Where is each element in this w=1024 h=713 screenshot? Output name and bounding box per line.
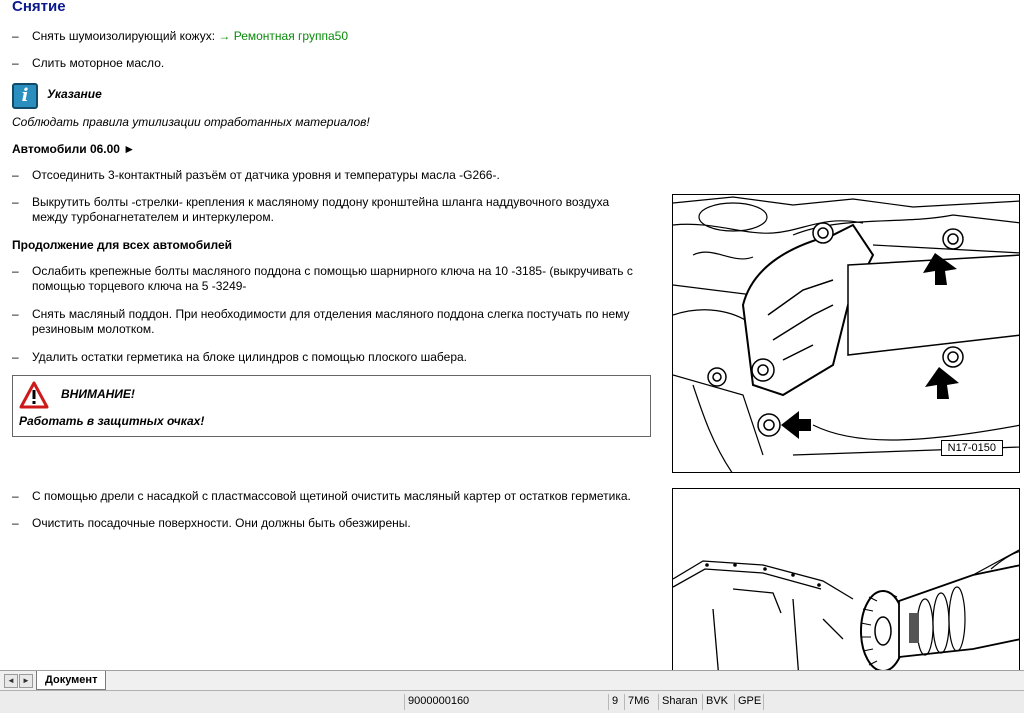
section-title: Снятие — [12, 0, 66, 15]
step-item — [12, 195, 652, 227]
step-text-line: Ослабить крепежные болты масляного поддона с помощью шарнирного ключа на 10 -3185- (выкручивать с — [32, 264, 633, 278]
drill-drawing — [673, 489, 1020, 670]
step-text-line: резиновым молотком. — [32, 322, 155, 336]
status-bar — [0, 690, 1024, 713]
step-item — [12, 489, 672, 505]
step-dash: – — [12, 350, 19, 364]
status-field-4: BVK — [702, 694, 734, 710]
warning-text: Работать в защитных очках! — [19, 414, 205, 428]
note-text: Соблюдать правила утилизации отработанных материалов! — [12, 115, 370, 129]
step-dash: – — [12, 307, 19, 321]
warning-title: ВНИМАНИЕ! — [61, 387, 135, 401]
cars-heading: Автомобили 06.00 ► — [12, 142, 136, 156]
status-field-2: 7M6 — [624, 694, 658, 710]
step-item — [12, 264, 662, 296]
figure-label: N17-0150 — [941, 440, 1003, 456]
status-field-1: 9 — [608, 694, 624, 710]
step-text: Слить моторное масло. — [32, 56, 165, 70]
step-text-line: помощью торцевого ключа на 5 -3249- — [32, 279, 247, 293]
tab-document[interactable]: Документ — [36, 671, 106, 690]
warning-icon — [19, 381, 49, 409]
status-field-5: GPE — [734, 694, 764, 710]
status-doc-number: 9000000160 — [404, 694, 472, 710]
tab-next-button[interactable]: ► — [19, 674, 33, 688]
step-text: Очистить посадочные поверхности. Они должны быть обезжирены. — [32, 516, 411, 530]
note-title: Указание — [47, 87, 102, 101]
continue-heading: Продолжение для всех автомобилей — [12, 238, 233, 252]
step-dash: – — [12, 168, 19, 182]
step-item — [12, 350, 662, 366]
step-dash: – — [12, 56, 19, 70]
step-item — [12, 168, 652, 184]
tab-strip — [0, 670, 1024, 690]
tab-prev-button[interactable]: ◄ — [4, 674, 18, 688]
step-dash: – — [12, 264, 19, 278]
step-text: Удалить остатки герметика на блоке цилиндров с помощью плоского шабера. — [32, 350, 467, 364]
step-dash: – — [12, 516, 19, 530]
step-text-line: Выкрутить болты -стрелки- крепления к масляному поддону кронштейна шланга наддувочного воздуха — [32, 195, 610, 209]
step-item — [12, 307, 662, 339]
step-text-line: Снять масляный поддон. При необходимости для отделения масляного поддона слегка постучать по нему — [32, 307, 630, 321]
step-item — [12, 29, 512, 45]
step-dash: – — [12, 29, 19, 43]
figure-drill-cleaning — [672, 488, 1020, 670]
info-icon: i — [12, 83, 38, 109]
figure-oil-pan-bracket — [672, 194, 1020, 473]
step-item — [12, 56, 512, 72]
repair-group-link[interactable]: → Ремонтная группа50 — [218, 29, 348, 43]
step-dash: – — [12, 195, 19, 209]
step-text: Отсоединить 3-контактный разъём от датчика уровня и температуры масла -G266-. — [32, 168, 500, 182]
status-field-3: Sharan — [658, 694, 702, 710]
step-dash: – — [12, 489, 19, 503]
step-text: С помощью дрели с насадкой с пластмассовой щетиной очистить масляный картер от остатков герметика. — [32, 489, 631, 503]
warning-box — [12, 375, 651, 437]
engine-drawing — [673, 195, 1020, 473]
step-text-line: между турбонагнетателем и интеркулером. — [32, 210, 274, 224]
step-item — [12, 516, 672, 532]
step-text: Снять шумоизолирующий кожух: — [32, 29, 219, 43]
